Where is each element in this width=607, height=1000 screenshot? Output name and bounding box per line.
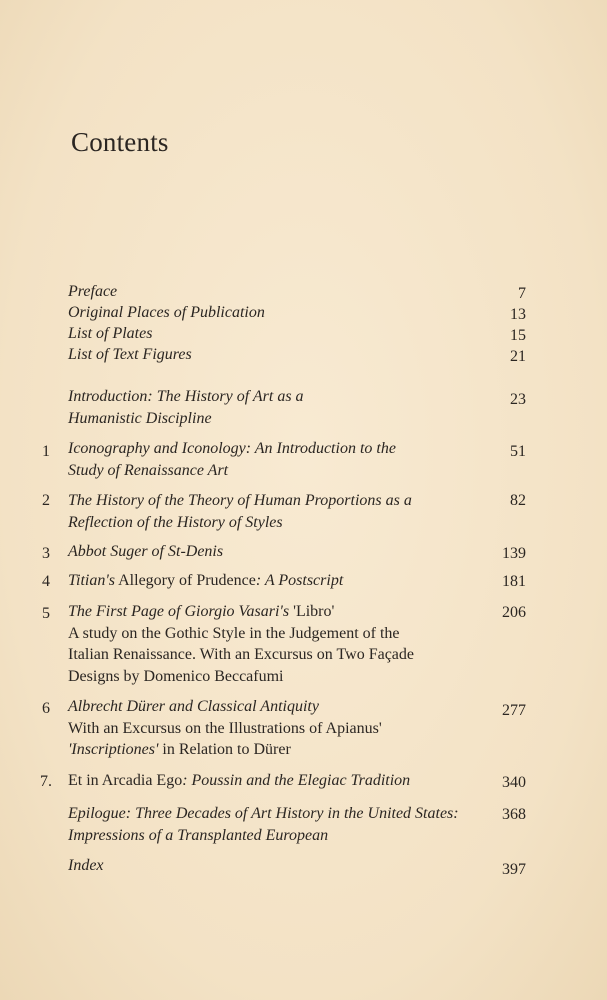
toc-entry-title: Original Places of Publication bbox=[68, 304, 265, 321]
toc-page-number: 397 bbox=[502, 861, 526, 878]
toc-page-number: 206 bbox=[502, 604, 526, 621]
toc-page-number: 13 bbox=[510, 306, 526, 323]
toc-chapter-number: 3 bbox=[42, 545, 50, 562]
toc-chapter-number: 1 bbox=[42, 443, 50, 460]
toc-page-number: 368 bbox=[502, 806, 526, 823]
toc-entry-title: Index bbox=[68, 857, 104, 874]
toc-entry-title: Epilogue: Three Decades of Art History in the United States: Impressions of a Transplanted European bbox=[68, 805, 459, 844]
toc-page-number: 277 bbox=[502, 702, 526, 719]
toc-page-number: 23 bbox=[510, 391, 526, 408]
toc-page-number: 340 bbox=[502, 774, 526, 791]
toc-page-number: 21 bbox=[510, 348, 526, 365]
toc-page-number: 82 bbox=[510, 492, 526, 509]
toc-entry-title: List of Text Figures bbox=[68, 346, 192, 363]
toc-page-number: 7 bbox=[518, 285, 526, 302]
toc-page-number: 51 bbox=[510, 443, 526, 460]
toc-chapter-number: 7. bbox=[40, 773, 52, 790]
toc-entry-title: The First Page of Giorgio Vasari's 'Libro' A study on the Gothic Style in the Judgement of the Italian Renaissance. With an Excursus on Two Façade Designs by Domenico Beccafumi bbox=[68, 603, 414, 685]
toc-chapter-number: 4 bbox=[42, 573, 50, 590]
toc-entry-title: Et in Arcadia Ego: Poussin and the Elegiac Tradition bbox=[68, 772, 411, 789]
toc-entry-title: Abbot Suger of St-Denis bbox=[68, 543, 224, 560]
toc-entry-title: Iconography and Iconology: An Introduction to the Study of Renaissance Art bbox=[68, 440, 396, 479]
toc-page-number: 181 bbox=[502, 573, 526, 590]
toc-entry-title: Albrecht Dürer and Classical Antiquity With an Excursus on the Illustrations of Apianus' 'Inscriptiones' in Relation to Dürer bbox=[68, 698, 382, 758]
page-title: Contents bbox=[71, 127, 169, 157]
toc-entry-title: The History of the Theory of Human Proportions as a Reflection of the History of Styles bbox=[68, 492, 412, 531]
toc-page-number: 139 bbox=[502, 545, 526, 562]
toc-entry-title: Preface bbox=[68, 283, 118, 300]
toc-chapter-number: 5 bbox=[42, 605, 50, 622]
toc-chapter-number: 2 bbox=[42, 492, 50, 509]
toc-entry-title: Introduction: The History of Art as a Humanistic Discipline bbox=[68, 388, 304, 427]
toc-page-number: 15 bbox=[510, 327, 526, 344]
toc-chapter-number: 6 bbox=[42, 700, 50, 717]
toc-entry-title: List of Plates bbox=[68, 325, 153, 342]
toc-entry-title: Titian's Allegory of Prudence: A Postscript bbox=[68, 572, 344, 589]
